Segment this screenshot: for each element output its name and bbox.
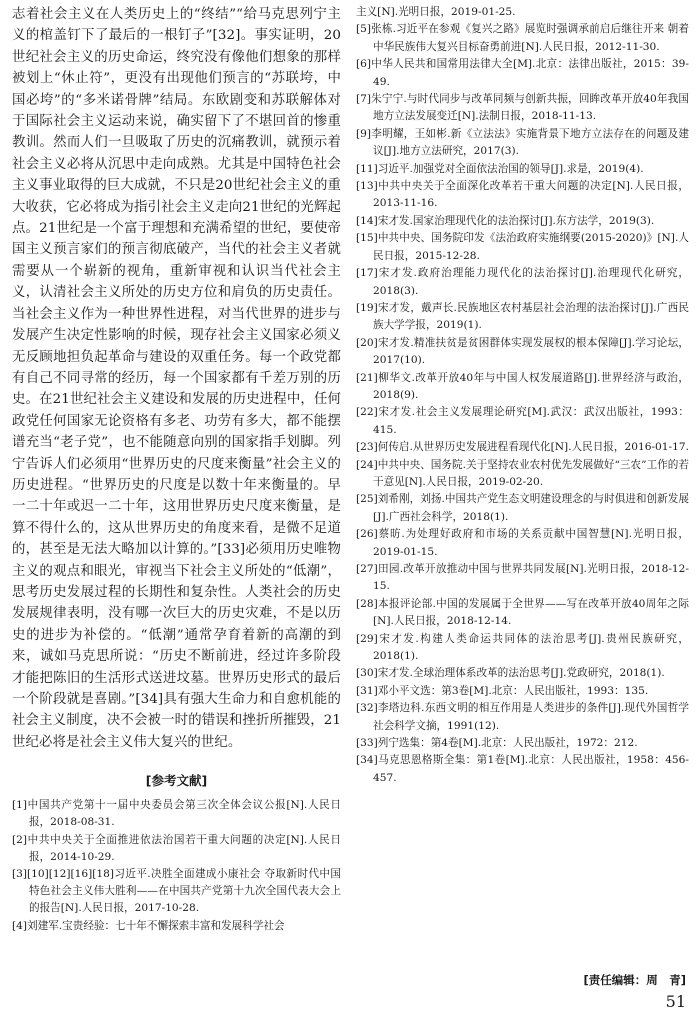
reference-item: [6]中华人民共和国常用法律大全[M].北京：法律出版社，2015：39-49. xyxy=(356,58,689,88)
references-heading: [参考文献] xyxy=(145,773,208,789)
references-list-left xyxy=(12,797,341,935)
reference-item: [15]中共中央、国务院印发《法治政府实施纲要(2015-2020)》[N].人民日报，2015-12-28. xyxy=(356,232,689,262)
reference-item: [30]宋才发.全球治理体系改革的法治思考[J].党政研究，2018(1). xyxy=(356,667,665,680)
reference-item: [34]马克思恩格斯全集：第1卷[M].北京：人民出版社，1958：456-457. xyxy=(356,754,689,784)
reference-item: [14]宋才发.国家治理现代化的法治探讨[J].东方法学，2019(3). xyxy=(356,214,655,227)
reference-item: [4]刘建军.宝贵经验：七十年不懈探索丰富和发展科学社会 xyxy=(12,919,285,932)
reference-item: [13]中共中央关于全面深化改革若干重大问题的决定[N].人民日报，2013-11-16. xyxy=(356,180,689,210)
reference-item: [19]宋才发，戴声长.民族地区农村基层社会治理的法治探讨[J].广西民族大学学报，2019(1). xyxy=(356,301,689,332)
reference-item: [23]何传启.从世界历史发展进程看现代化[N].人民日报，2016-01-17. xyxy=(356,441,689,454)
reference-item: [7]朱宁宁.与时代同步与改革同频与创新共振，回眸改革开放40年我国地方立法发展变迁[N].法制日报，2018-11-13. xyxy=(356,93,689,123)
reference-item: [1]中国共产党第十一届中央委员会第三次全体会议公报[N].人民日报，2018-08-31. xyxy=(12,799,341,829)
right-column xyxy=(356,4,689,787)
reference-item: [21]柳华文.改革开放40年与中国人权发展道路[J].世界经济与政治，2018(9). xyxy=(356,371,689,401)
reference-item: [5]张栋.习近平在参观《复兴之路》展览时强调承前启后继往开来 朝着中华民族伟大复兴目标奋勇前进[N].人民日报，2012-11-30. xyxy=(356,23,689,53)
reference-item: [2]中共中央关于全面推进依法治国若干重大问题的决定[N].人民日报，2014-10-29. xyxy=(12,833,341,863)
editor-credit: [责任编辑：周 青] xyxy=(583,973,686,987)
reference-item: [28]本报评论部.中国的发展属于全世界——写在改革开放40周年之际[N].人民日报，2018-12-14. xyxy=(356,597,689,628)
reference-item: [20]宋才发.精准扶贫是贫困群体实现发展权的根本保障[J].学习论坛，2017(10). xyxy=(356,336,689,367)
left-column xyxy=(12,4,341,935)
reference-item: [17]宋才发.政府治理能力现代化的法治探讨[J].治理现代化研究，2018(3). xyxy=(356,267,689,297)
reference-item: [31]邓小平文选：第3卷[M].北京：人民出版社，1993：135. xyxy=(356,684,649,697)
reference-item: [24]中共中央、国务院.关于坚持农业农村优先发展做好“三农”工作的若干意见[N].人民日报，2019-02-20. xyxy=(356,458,689,488)
references-list-right xyxy=(356,4,689,787)
reference-item: [27]田园.改革开放推动中国与世界共同发展[N].光明日报，2018-12-15. xyxy=(356,563,689,593)
reference-item: [25]刘希刚，刘扬.中国共产党生态文明建设理念的与时俱进和创新发展[J].广西社会科学，2018(1). xyxy=(356,493,689,523)
reference-item: [26]蔡昉.为处理好政府和市场的关系贡献中国智慧[N].光明日报，2019-01-15. xyxy=(356,528,689,558)
reference-item: [3][10][12][16][18]习近平.决胜全面建成小康社会 夺取新时代中国特色社会主义伟大胜利——在中国共产党第十九次全国代表大会上的报告[N].人民日报，2017-10-28. xyxy=(12,868,341,915)
reference-item: [11]习近平.加强党对全面依法治国的领导[J].求是，2019(4). xyxy=(356,162,644,175)
reference-item: [32]李塔边科.东西文明的相互作用是人类进步的条件[J].现代外国哲学社会科学文摘，1991(12). xyxy=(356,702,689,732)
page-number: 51 xyxy=(665,992,686,1011)
reference-item: 主义[N].光明日报，2019-01-25. xyxy=(356,6,516,18)
reference-item: [9]李明耀，王如彬.新《立法法》实施背景下地方立法存在的问题及建议[J].地方立法研究，2017(3). xyxy=(356,127,689,158)
reference-item: [22]宋才发.社会主义发展理论研究[M].武汉：武汉出版社，1993：415. xyxy=(356,406,689,436)
reference-item: [33]列宁选集：第4卷[M].北京：人民出版社，1972：212. xyxy=(356,737,638,750)
body-paragraph: 志着社会主义在人类历史上的“终结”“给马克思列宁主义的棺盖钉下了最后的一根钉子”[32]。事实证明，20世纪社会主义的历史命运，终究没有像他们想象的那样被划上“休止符”，更没有出现他们预言的“苏联垮，中国必垮”的“多米诺骨牌”结局。东欧剧变和苏联解体对于国际社会主义运动来说，确实留下了不堪回首的惨重教训。然而人们一旦吸取了历史的沉痛教训，就预示着社会主义必将从沉思中走向成熟。尤其是中国特色社会主义事业取得的巨大成就，不只是20世纪社会主义的重大收获，它必将成为指引社会主义走向21世纪的光辉起点。21世纪是一个富于理想和充满希望的世纪，要使帝国主义预言家们的预言彻底破产，当代的社会主义者就需要从一个崭新的视角，重新审视和认识当代社会主义，认清社会主义所处的历史方位和肩负的历史责任。当社会主义作为一种世界性进程，对当代世界的进步与发展产生决定性影响的时候，现存社会主义国家必须义无反顾地担负起革命与建设的双重任务。每一个政党都有自己不同寻常的经历，每一个国家都有千差万别的历史。在21世纪社会主义建设和发展的历史进程中，任何政党任何国家无论资格有多老、功劳有多大，都不能摆谱充当“老子党”，也不能随意向别的国家指手划脚。列宁告诉人们必须用“世界历史的尺度来衡量”社会主义的历史进程。“世界历史的尺度是以数十年来衡量的。早一二十年或迟一二十年，这用世界历史尺度来衡量，是算不得什么的，这从世界历史的角度来看，是微不足道的，甚至是无法大略加以计算的。”[33]必须用历史唯物主义的观点和眼光，审视当下社会主义所处的“低潮”，思考历史发展过程的长期性和复杂性。人类社会的历史发展规律表明，没有哪一次巨大的历史灾难，不是以历史的进步为补偿的。“低潮”通常孕育着新的高潮的到来，诚如马克思所说：“历史不断前进，经过许多阶段才能把陈旧的生活形式送进坟墓。世界历史形式的最后一个阶段就是喜剧。”[34]具有强大生命力和自愈机能的社会主义制度，决不会被一时的错误和挫折所摧毁，21世纪必将是社会主义伟大复兴的世纪。 xyxy=(12,7,341,750)
reference-item: [29]宋才发.构建人类命运共同体的法治思考[J].贵州民族研究，2018(1). xyxy=(356,632,689,663)
